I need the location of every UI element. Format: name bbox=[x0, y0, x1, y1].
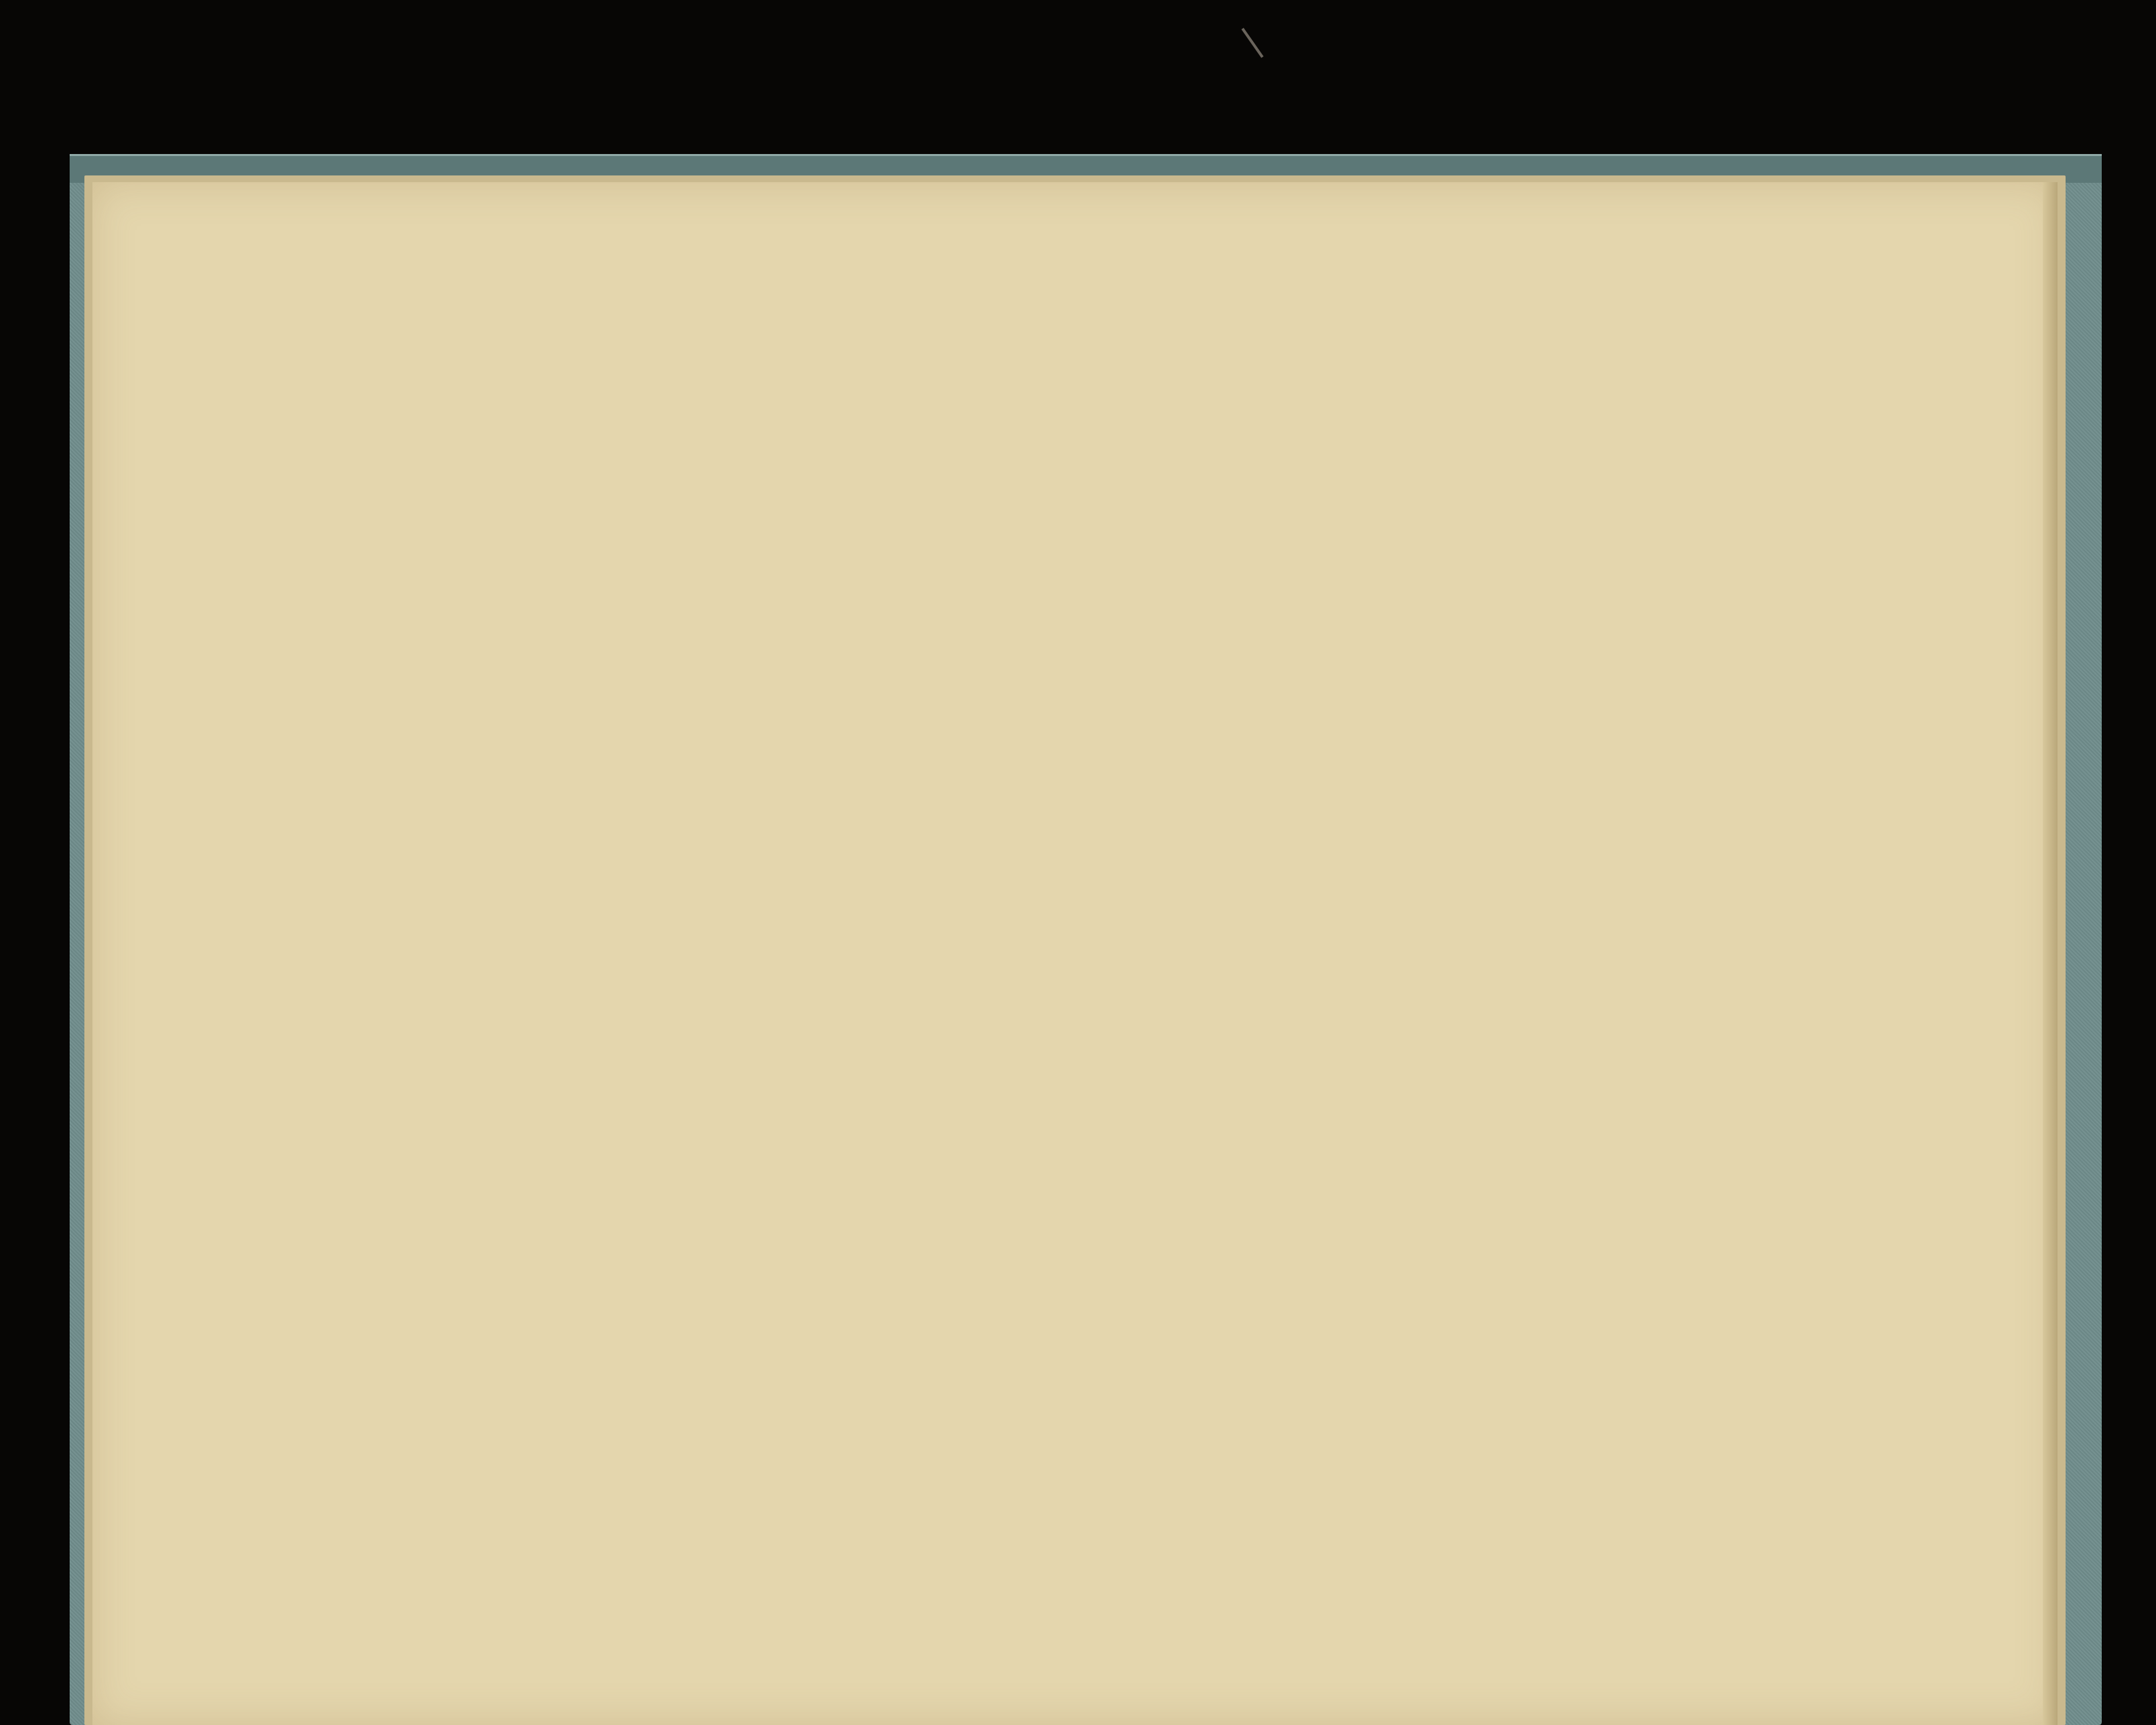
page-gutter bbox=[2043, 182, 2058, 1725]
body-text bbox=[1626, 0, 2156, 159]
page-content bbox=[1554, 0, 2156, 159]
book-page bbox=[92, 182, 2058, 1725]
scan-mark bbox=[1241, 28, 1263, 58]
